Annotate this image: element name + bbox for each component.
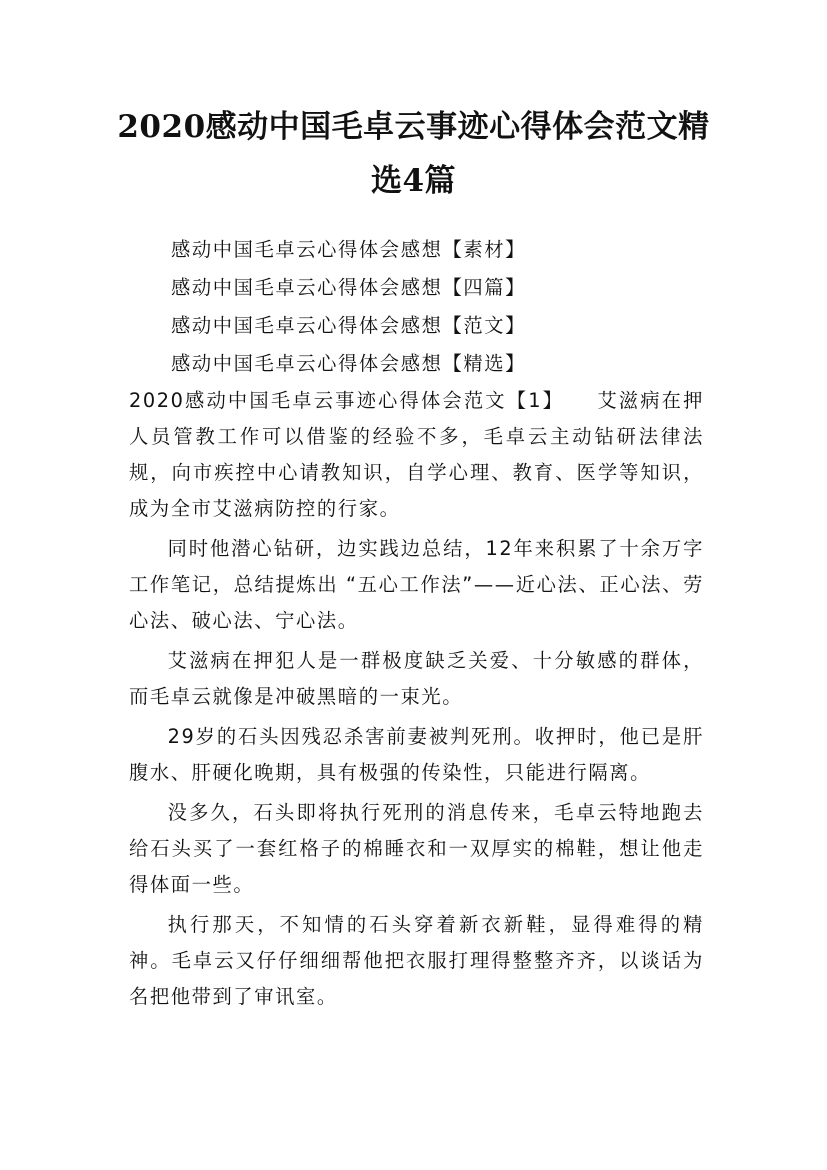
toc-item-1: 感动中国毛卓云心得体会感想【素材】 xyxy=(171,238,526,261)
paragraph-3: 艾滋病在押犯人是一群极度缺乏关爱、十分敏感的群体，而毛卓云就像是冲破黑暗的一束光。 xyxy=(129,649,704,708)
title-line-1: 2020感动中国毛卓云事迹心得体会范文精 xyxy=(117,109,710,145)
paragraph-6: 执行那天，不知情的石头穿着新衣新鞋，显得难得的精神。毛卓云又仔仔细细帮他把衣服打理得整整齐齐，以谈话为名把他带到了审讯室。 xyxy=(129,913,704,1008)
paragraph-4: 29岁的石头因残忍杀害前妻被判死刑。收押时，他已是肝腹水、肝硬化晚期，具有极强的传染性，只能进行隔离。 xyxy=(129,725,704,784)
paragraph-5: 没多久，石头即将执行死刑的消息传来，毛卓云特地跑去给石头买了一套红格子的棉睡衣和一双厚实的棉鞋，想让他走得体面一些。 xyxy=(129,801,704,896)
title-line-2: 选4篇 xyxy=(370,163,457,199)
document-title xyxy=(100,100,727,208)
toc-item-4: 感动中国毛卓云心得体会感想【精选】 xyxy=(171,352,526,375)
paragraph-1: 2020感动中国毛卓云事迹心得体会范文【1】 艾滋病在押人员管教工作可以借鉴的经验不多，毛卓云主动钻研法律法规，向市疾控中心请教知识，自学心理、教育、医学等知识，成为全市艾滋病防控的行家。 xyxy=(129,389,704,520)
toc-list xyxy=(129,231,704,383)
toc-item-3: 感动中国毛卓云心得体会感想【范文】 xyxy=(171,314,526,337)
document-body xyxy=(129,231,704,1015)
paragraph-2: 同时他潜心钻研，边实践边总结，12年来积累了十余万字工作笔记，总结提炼出 “五心工作法”——近心法、正心法、劳心法、破心法、宁心法。 xyxy=(129,537,704,632)
toc-item-2: 感动中国毛卓云心得体会感想【四篇】 xyxy=(171,276,526,299)
